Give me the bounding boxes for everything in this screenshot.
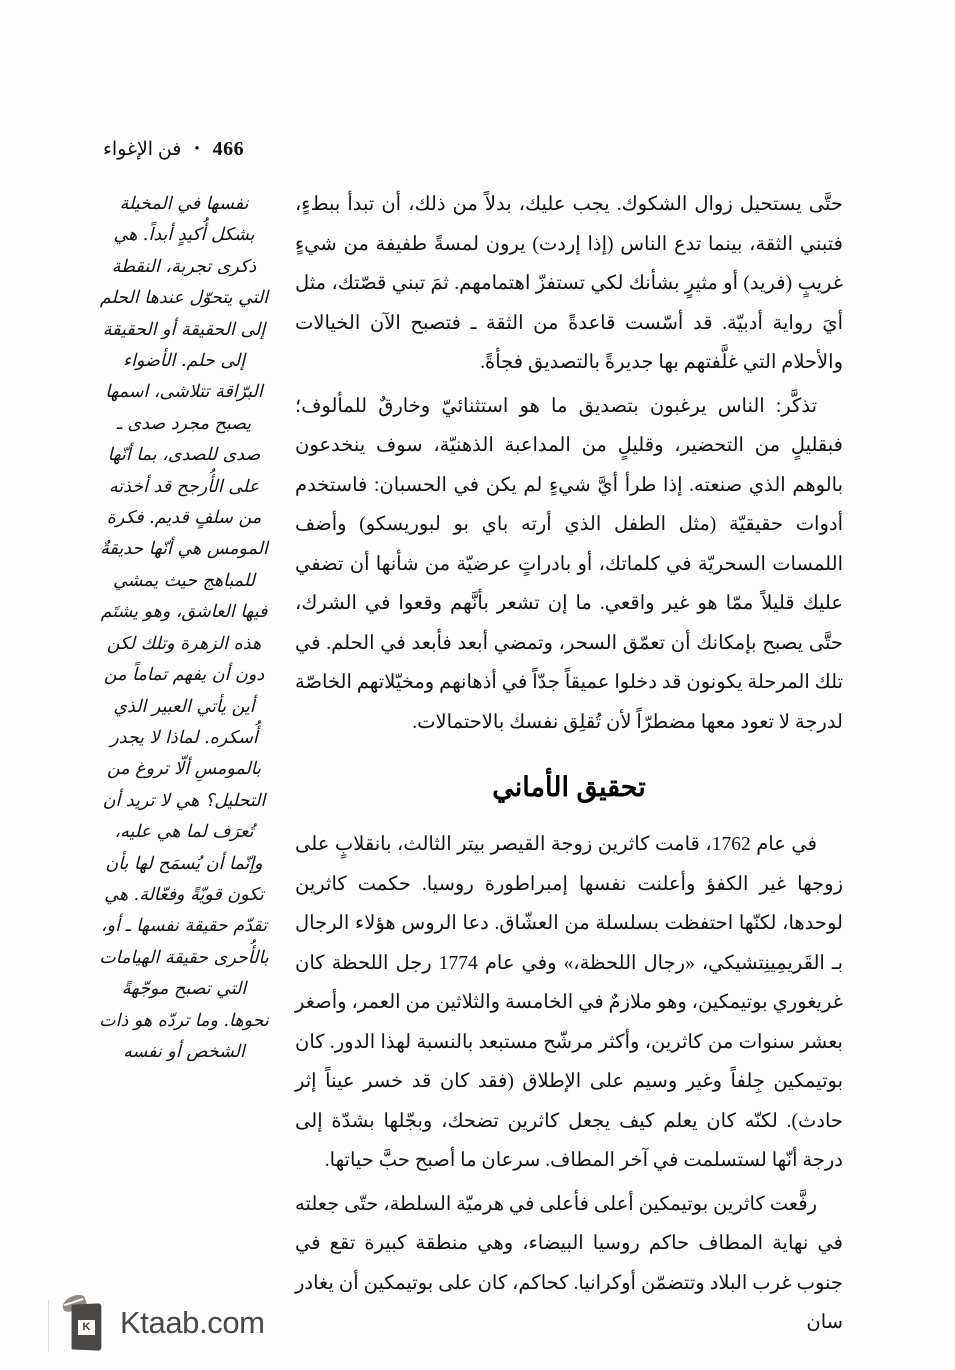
paragraph-catherine: في عام 1762، قامت كاثرين زوجة القيصر بيتر الثالث، بانقلابٍ على زوجها غير الكفؤ وأعلنت نفسها إمبراطورة روسيا. حكمت كاثرين لوحدها، لكنّها احتفظت بسلسلة من العشّاق. دعا الروس هؤلاء الرجال بـ القَريمِينِتشيكي، «رجال اللحظة،» وفي عام 1774 رجل اللحظة كان غريغوري بوتيمكين، وهو ملازمٌ في الخامسة والثلاثين من العمر، وأصغر بعشر سنوات من كاثرين، وأكثر مرشّح مستبعد بالنسبة لهذا الدور. كان بوتيمكين جِلفاً وغير وسيم على الإطلاق (فقد كان قد خسر عيناً إثر حادث). لكنّه كان يعلم كيف يجعل كاثرين تضحك، وبجّلها بشدّة إلى درجة أنّها لستسلمت في آخر المطاف. سرعان ما أصبح حبَّ حياتها. [295,834,843,1171]
watermark-label: Ktaab.com [120,1305,265,1340]
site-watermark[interactable] [62,1294,265,1352]
chapter-title: فن الإغواء [103,139,182,160]
page-body [96,185,843,1347]
book-letter-badge: K [78,1320,95,1335]
margin-note-text: نفسها في المخيلة بشكل أُكيدٍ أبداً. هي ذكرى تجربة، النقطة التي يتحوّل عندها الحلم إلى الحقيقة أو الحقيقة إلى حلم. الأضواء البرّاقة تتلاشى، اسمها يصبح مجرد صدى ـ صدى للصدى، بما أنّها على الأُرجح قد أخذته من سلفٍ قديم. فكرة المومس هي أنّها حديقةٌ للمباهج حيث يمشي فيها العاشق، وهو يشتَم هذه الزهرة وتلك لكن دون أن يفهم تماماً من أين يأتي العبير الذي أُسكره. لماذا لا يجدر بالمومسِ ألّا تروغ من التحليل؟ هي لا تريد أن تُعرَف لما هي عليه، وإنّما أن يُسمَح لها بأن تكون قويّةً وفعّالة. هي تقدّم حقيقة نفسها ـ أو، بالأُحرى حقيقة الهيامات التي تصبح موجّهةً نحوها. وما تردّه هو ذات الشخص أو نفسه [99,194,269,1062]
footer-divider [48,1300,49,1352]
section-heading: تحقيق الأماني [492,772,646,802]
main-text-column [295,185,843,1347]
page-number: 466 [212,138,245,160]
paragraph-potemkin: رفَّعت كاثرين بوتيمكين أعلى فأعلى في هرميّة السلطة، حتّى جعلته في نهاية المطاف حاكم روسيا البيضاء، وهي منطقة كبيرة تقع في جنوب غرب البلاد وتتضمّن أوكرانيا. كحاكم، كان على بوتيمكين أن يغادر سان [295,1193,843,1333]
running-header [103,138,843,161]
running-header-inner [103,138,244,161]
header-separator-dot: • [194,141,200,157]
margin-note-column [99,185,269,1068]
paragraph-remember: تذكَّر: الناس يرغبون بتصديق ما هو استثنائيّ وخارقٌ للمألوف؛ فبقليلٍ من التحضير، وقليلٍ من المداعبة الذهنيّة، سوف ينخدعون بالوهم الذي صنعته. إذا طرأ أيَّ شيءٍ لم يكن في الحسبان: فاستخدم أدوات حقيقيّة (مثل الطفل الذي أرته باي بو لبوريسكو) وأضف اللمسات السحريّة في كلماتك، أو بادراتٍ عرضيّة من شأنها أن تضفي عليك قليلاً ممّا هو غير واقعي. ما إن تشعر بأنَّهم وقعوا في الشرك، حتَّى يصبح بإمكانك أن تعمّق السحر، وتمضي أبعد فأبعد في الحلم. في تلك المرحلة يكونون قد دخلوا عميقاً جدّاً في أذهانهم ومخيّلاتهم الخاصّة لدرجة لا تعود معها مضطرّاً لأن تُقلِق نفسك بالاحتمالات. [295,395,843,733]
paragraph-continuation: حتَّى يستحيل زوال الشكوك. يجب عليك، بدلاً من ذلك، أن تبدأ ببطءٍ، فتبني الثقة، بينما تدع الناس (إذا إردت) يرون لمسةً طفيفة من شيءٍ غريبٍ (فريد) أو مثيرٍ بشأنك لكي تستفزّ اهتمامهم. ثمَ تبني قصّتك، مثل أيَ رواية أدبيّة. قد أسّست قاعدةً من الثقة ـ فتصبح الآن الخيالات والأحلام التي غلَّفتهم بها جديرةً بالتصديق فجأةً. [295,194,843,373]
book-icon [62,1294,108,1352]
